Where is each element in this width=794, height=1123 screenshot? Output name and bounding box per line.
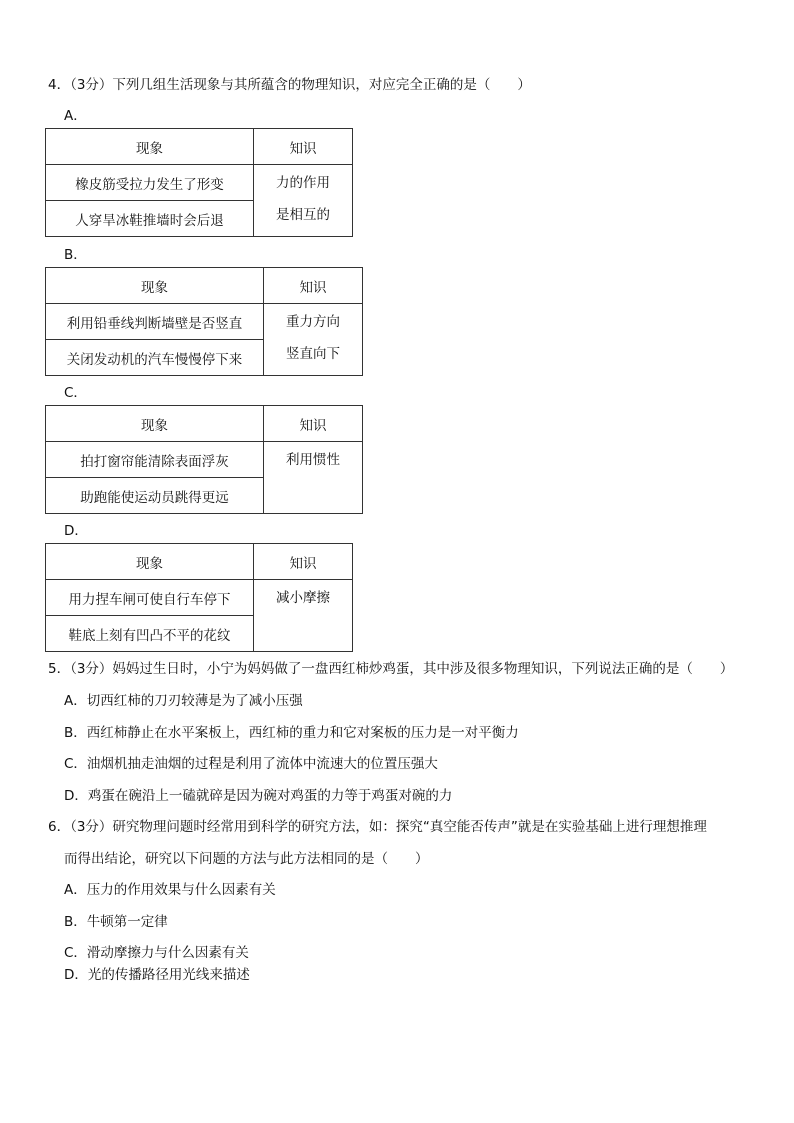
table-header-knowledge: 知识 — [254, 544, 353, 580]
q4-option-b-label: B． — [64, 247, 87, 263]
table-cell-knowledge — [254, 580, 353, 652]
q4-option-d-label: D． — [64, 523, 88, 539]
table-cell-knowledge — [264, 304, 363, 376]
q6-option-d: D．光的传播路径用光线来描述 — [64, 967, 250, 983]
q4-option-a-label: A． — [64, 108, 87, 124]
table-cell-phenomenon: 人穿旱冰鞋推墙时会后退 — [46, 201, 254, 237]
table-cell-knowledge — [264, 442, 363, 514]
table-header-knowledge: 知识 — [264, 406, 363, 442]
table-header-phenomenon: 现象 — [46, 406, 264, 442]
q6-option-b: B．牛顿第一定律 — [64, 914, 168, 930]
table-header-knowledge: 知识 — [264, 268, 363, 304]
table-cell-phenomenon: 拍打窗帘能清除表面浮灰 — [46, 442, 264, 478]
q4-option-c-table — [45, 405, 363, 514]
q4-option-a-table — [45, 128, 353, 237]
question-6-stem-line2: 而得出结论，研究以下问题的方法与此方法相同的是（ ） — [64, 851, 429, 867]
table-cell-phenomenon: 助跑能使运动员跳得更远 — [46, 478, 264, 514]
q5-option-d: D．鸡蛋在碗沿上一磕就碎是因为碗对鸡蛋的力等于鸡蛋对碗的力 — [64, 788, 453, 804]
knowledge-line: 是相互的 — [276, 207, 330, 223]
knowledge-line: 减小摩擦 — [276, 590, 330, 606]
q6-option-a: A．压力的作用效果与什么因素有关 — [64, 882, 276, 898]
knowledge-line: 力的作用 — [276, 175, 330, 191]
question-4-stem: 4．（3分）下列几组生活现象与其所蕴含的物理知识，对应完全正确的是（ ） — [48, 77, 531, 93]
table-cell-knowledge — [254, 165, 353, 237]
knowledge-line: 重力方向 — [286, 314, 340, 330]
table-header-knowledge: 知识 — [254, 129, 353, 165]
q4-option-d-table — [45, 543, 353, 652]
table-header-phenomenon: 现象 — [46, 268, 264, 304]
table-cell-phenomenon: 利用铅垂线判断墙壁是否竖直 — [46, 304, 264, 340]
table-cell-phenomenon: 关闭发动机的汽车慢慢停下来 — [46, 340, 264, 376]
q5-option-b: B．西红柿静止在水平案板上，西红柿的重力和它对案板的压力是一对平衡力 — [64, 725, 519, 741]
q4-option-b-table — [45, 267, 363, 376]
question-5-stem: 5．（3分）妈妈过生日时，小宁为妈妈做了一盘西红柿炒鸡蛋，其中涉及很多物理知识，下列说法正确的是（ ） — [48, 661, 734, 677]
table-cell-phenomenon: 用力捏车闸可使自行车停下 — [46, 580, 254, 616]
table-cell-phenomenon: 橡皮筋受拉力发生了形变 — [46, 165, 254, 201]
table-header-phenomenon: 现象 — [46, 544, 254, 580]
q4-option-c-label: C． — [64, 385, 87, 401]
q5-option-a: A．切西红柿的刀刃较薄是为了减小压强 — [64, 693, 303, 709]
knowledge-line: 竖直向下 — [286, 346, 340, 362]
table-header-phenomenon: 现象 — [46, 129, 254, 165]
q6-option-c: C．滑动摩擦力与什么因素有关 — [64, 945, 249, 961]
table-cell-phenomenon: 鞋底上刻有凹凸不平的花纹 — [46, 616, 254, 652]
q5-option-c: C．油烟机抽走油烟的过程是利用了流体中流速大的位置压强大 — [64, 756, 438, 772]
question-6-stem-line1: 6．（3分）研究物理问题时经常用到科学的研究方法，如：探究“真空能否传声”就是在实验基础上进行理想推理 — [48, 819, 707, 835]
knowledge-line: 利用惯性 — [286, 452, 340, 468]
